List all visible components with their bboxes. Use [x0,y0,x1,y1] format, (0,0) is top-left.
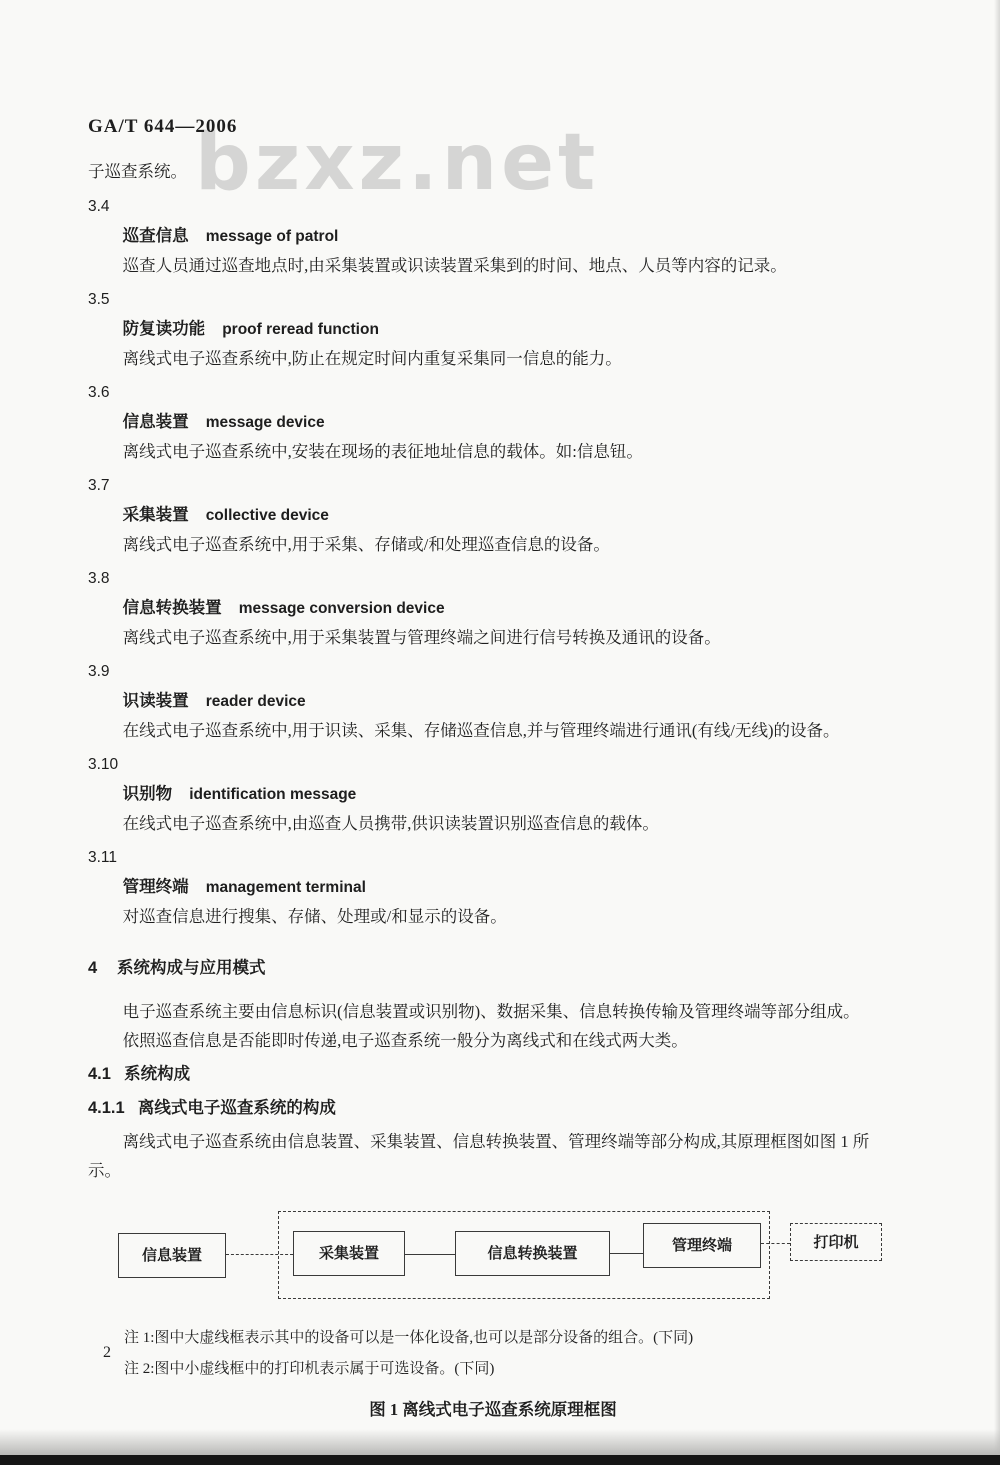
term-title-en: identification message [189,786,357,803]
term-definition: 离线式电子巡查系统中,安装在现场的表征地址信息的载体。如:信息钮。 [122,442,643,461]
management-terminal-box: 管理终端 [643,1223,761,1268]
page-number: 2 [103,1344,111,1361]
term-title-cn: 防复读功能 [122,319,206,338]
term-definition: 离线式电子巡查系统中,用于采集装置与管理终端之间进行信号转换及通讯的设备。 [122,628,721,647]
paragraph: 依照巡查信息是否能即时传递,电子巡查系统一般分为离线式和在线式两大类。 [122,1031,688,1050]
term-title [123,779,898,809]
term-title-en: collective device [205,507,329,524]
message-device-box: 信息装置 [118,1233,226,1278]
connector-line [226,1254,293,1255]
section-title: 系统构成与应用模式 [116,958,266,977]
term-title-cn: 巡查信息 [122,226,189,245]
term-title-en: message conversion device [238,600,445,617]
term-entry [88,657,898,745]
term-entry [88,471,898,559]
term-title-cn: 信息装置 [122,412,189,431]
connector-line [405,1254,455,1255]
term-number: 3.5 [88,291,110,308]
term-number: 3.9 [88,663,110,680]
term-title-en: proof reread function [222,321,379,338]
term-title [123,314,898,344]
term-definition: 在线式电子巡查系统中,用于识读、采集、存储巡查信息,并与管理终端进行通讯(有线/无线)的设备。 [122,721,840,740]
term-entry [88,192,898,280]
term-entry [88,378,898,466]
section-4-1-heading [88,1059,898,1089]
printer-box: 打印机 [790,1223,882,1261]
figure-1-diagram [88,1209,898,1307]
term-title [123,686,898,716]
term-title [123,872,898,902]
collective-device-box: 采集装置 [293,1231,405,1276]
term-entry [88,750,898,838]
term-title [123,407,898,437]
page-content [88,112,898,1424]
term-number: 3.8 [88,570,110,587]
term-definition: 离线式电子巡查系统中,防止在规定时间内重复采集同一信息的能力。 [122,349,622,368]
term-title-cn: 信息转换装置 [122,598,222,617]
term-definition: 离线式电子巡查系统中,用于采集、存储或/和处理巡查信息的设备。 [122,535,610,554]
term-definition: 巡查人员通过巡查地点时,由采集装置或识读装置采集到的时间、地点、人员等内容的记录。 [122,256,787,275]
term-title-cn: 识读装置 [122,691,189,710]
figure-1-caption: 图 1 离线式电子巡查系统原理框图 [369,1400,617,1419]
term-number: 3.10 [88,756,119,773]
watermark-text: bzxz.net [195,118,600,208]
term-definition: 对巡查信息进行搜集、存储、处理或/和显示的设备。 [122,907,507,926]
section-number: 4 [88,959,98,977]
term-number: 3.11 [88,849,118,866]
term-title-en: reader device [205,693,306,710]
figure-note-2: 注 2:图中小虚线框中的打印机表示属于可选设备。(下同) [124,1361,495,1377]
continuation-text: 子巡查系统。 [88,162,187,181]
term-title [123,221,898,251]
scan-edge-bottom [0,1455,1000,1465]
term-title-en: message of patrol [205,228,339,245]
section-title: 离线式电子巡查系统的构成 [137,1098,336,1117]
term-title-cn: 识别物 [122,784,173,803]
term-title-en: message device [205,414,325,431]
doc-number-heading: GA/T 644—2006 [88,116,238,137]
connector-line [610,1253,643,1254]
section-number: 4.1 [88,1065,111,1083]
figure-note-1: 注 1:图中大虚线框表示其中的设备可以是一体化设备,也可以是部分设备的组合。(下同) [124,1330,694,1346]
term-entry [88,843,898,931]
term-entry [88,285,898,373]
connector-line [761,1243,790,1244]
conversion-device-box: 信息转换装置 [455,1231,610,1276]
section-title: 系统构成 [124,1064,191,1083]
term-definition: 在线式电子巡查系统中,由巡查人员携带,供识读装置识别巡查信息的载体。 [122,814,659,833]
term-number: 3.4 [88,198,110,215]
section-4-1-1-heading [88,1093,898,1123]
term-title-en: management terminal [205,879,366,896]
term-title-cn: 管理终端 [122,877,189,896]
term-title-cn: 采集装置 [122,505,189,524]
paragraph: 电子巡查系统主要由信息标识(信息装置或识别物)、数据采集、信息转换传输及管理终端等部分组成。 [122,1002,860,1021]
term-number: 3.7 [88,477,110,494]
term-title [123,593,898,623]
term-entry [88,564,898,652]
scan-fade-bottom [0,1429,1000,1455]
paragraph: 离线式电子巡查系统由信息装置、采集装置、信息转换装置、管理终端等部分构成,其原理框图如图 1 所示。 [88,1132,870,1180]
term-number: 3.6 [88,384,110,401]
scan-edge-right [994,0,1000,1465]
section-number: 4.1.1 [88,1099,125,1117]
term-title [123,500,898,530]
section-4-heading [88,953,898,983]
